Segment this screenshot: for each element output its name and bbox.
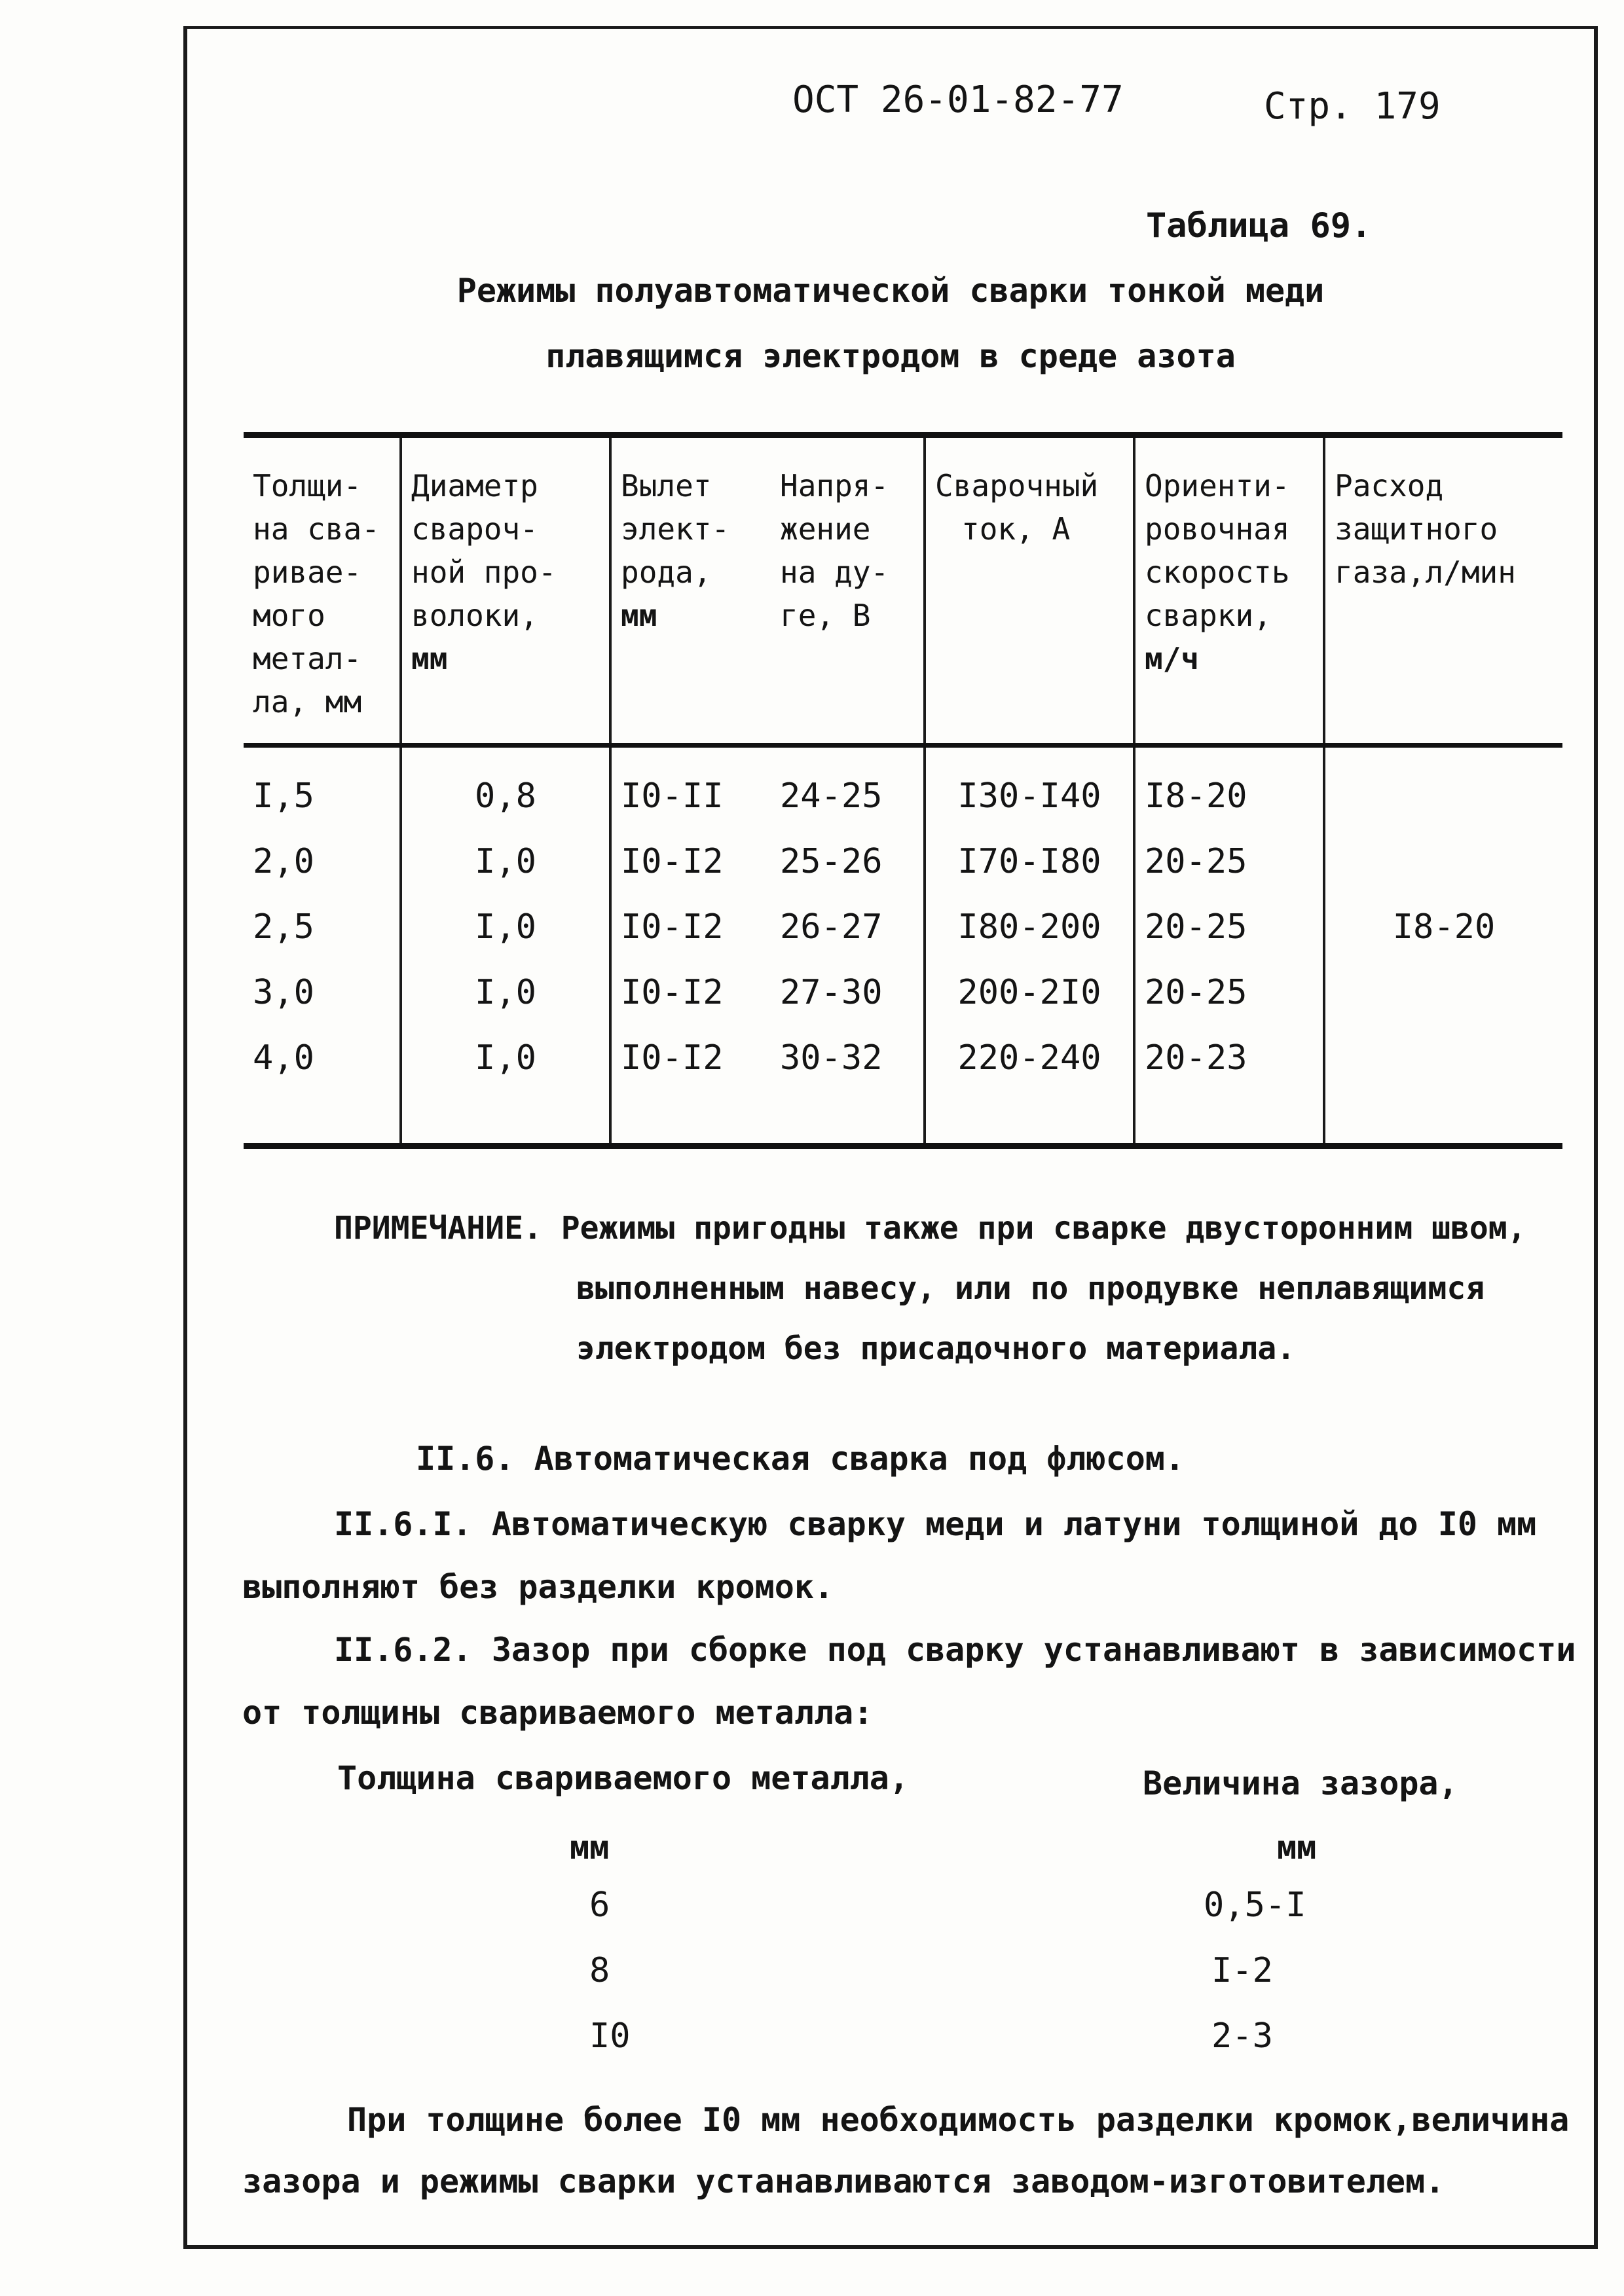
final-note-line1: При толщине более I0 мм необходимость разделки кромок,величина	[347, 2101, 1570, 2139]
cell-wire-diameter: I,0	[401, 1038, 610, 1146]
cell-wire-diameter: I,0	[401, 842, 610, 907]
cell-voltage: 30-32	[771, 1038, 925, 1146]
cell-current: I80-200	[925, 907, 1134, 973]
paragraph-2-line1: II.6.2. Зазор при сборке под сварку устанавливают в зависимости	[334, 1631, 1576, 1669]
cell-voltage: 24-25	[780, 776, 883, 816]
col-current-header: Сварочный ток, А	[925, 435, 1134, 746]
gap-row-value: I-2	[1211, 1951, 1273, 1990]
note-line2: выполненным навесу, или по продувке неплавящимся	[576, 1270, 1485, 1307]
cell-stickout: I0-I2	[610, 907, 771, 973]
cell-gas-flow-spacer	[1324, 746, 1562, 843]
cell-speed: 20-25	[1134, 907, 1324, 973]
cell-thickness: 2,5	[253, 907, 314, 947]
note-line1: ПРИМЕЧАНИЕ. Режимы пригодны также при сварке двусторонним швом,	[334, 1210, 1526, 1247]
table-row	[244, 746, 1562, 843]
section-title: II.6. Автоматическая сварка под флюсом.	[416, 1440, 1185, 1478]
cell-current: I70-I80	[925, 842, 1134, 907]
col-thickness-header: Толщи- на сва- ривае- мого метал- ла, мм	[244, 435, 401, 746]
cell-speed: 20-23	[1134, 1038, 1324, 1146]
cell-wire-diameter: I,0	[401, 907, 610, 973]
cell-speed: I8-20	[1134, 746, 1324, 843]
table-title-line1: Режимы полуавтоматической сварки тонкой меди	[456, 272, 1325, 310]
col-stickout-header: Вылет элект- рода, мм	[610, 435, 771, 746]
cell-speed: 20-25	[1134, 842, 1324, 907]
gap-row-value: 2-3	[1211, 2016, 1273, 2056]
table-row	[244, 973, 1562, 1038]
page-number: Стр. 179	[1264, 85, 1441, 128]
table-row	[244, 907, 1562, 973]
final-note-line2: зазора и режимы сварки устанавливаются заводом-изготовителем.	[242, 2162, 1445, 2200]
cell-speed: 20-25	[1134, 973, 1324, 1038]
cell-voltage: 25-26	[780, 842, 883, 881]
gap-row-value: 0,5-I	[1204, 1886, 1306, 1925]
cell-voltage: 26-27	[780, 907, 883, 947]
gap-unit-thickness: мм	[570, 1829, 610, 1867]
cell-gas-flow-spacer	[1324, 1038, 1562, 1146]
table-row	[244, 1038, 1562, 1146]
cell-current: 220-240	[925, 1038, 1134, 1146]
gap-unit-gap: мм	[1277, 1829, 1317, 1867]
table-row	[244, 842, 1562, 907]
table-header-row	[244, 435, 1562, 746]
cell-stickout: I0-I2	[610, 973, 771, 1038]
gap-row-thickness: 8	[589, 1951, 610, 1990]
cell-wire-diameter: I,0	[401, 973, 610, 1038]
paragraph-2-line2: от толщины свариваемого металла:	[242, 1694, 874, 1732]
table-caption: Таблица 69.	[1146, 206, 1372, 246]
cell-stickout: I0-I2	[610, 842, 771, 907]
note-line3: электродом без присадочного материала.	[576, 1330, 1296, 1367]
col-wire-diameter-header: Диаметр свароч- ной про- волоки, мм	[401, 435, 610, 746]
gap-row-thickness: 6	[589, 1886, 610, 1925]
col-gas-flow-header: Расход защитного газа,л/мин	[1324, 435, 1562, 746]
cell-current: I30-I40	[925, 746, 1134, 843]
paragraph-1-line2: выполняют без разделки кромок.	[242, 1568, 834, 1606]
col-speed-header: Ориенти- ровочная скорость сварки, м/ч	[1134, 435, 1324, 746]
table-title-line2: плавящимся электродом в среде азота	[545, 337, 1236, 375]
cell-current: 200-2I0	[925, 973, 1134, 1038]
cell-thickness: I,5	[253, 776, 314, 816]
standard-number: ОСТ 26-01-82-77	[792, 79, 1124, 121]
cell-gas-flow-spacer	[1324, 842, 1562, 907]
gap-header-thickness: Толщина свариваемого металла,	[337, 1759, 909, 1797]
gap-header-gap: Величина зазора,	[1143, 1764, 1458, 1802]
welding-modes-table	[244, 432, 1562, 1149]
cell-thickness: 2,0	[253, 842, 314, 881]
col-voltage-header: Напря- жение на ду- ге, В	[771, 435, 925, 746]
cell-gas-flow-spacer	[1324, 973, 1562, 1038]
cell-voltage: 27-30	[780, 973, 883, 1012]
cell-stickout: I0-I2	[610, 1038, 771, 1146]
cell-stickout: I0-II	[610, 746, 771, 843]
gap-row-thickness: I0	[589, 2016, 631, 2056]
cell-gas-flow: I8-20	[1324, 907, 1562, 973]
cell-thickness: 4,0	[244, 1038, 401, 1146]
paragraph-1-line1: II.6.I. Автоматическую сварку меди и латуни толщиной до I0 мм	[334, 1505, 1537, 1543]
cell-wire-diameter: 0,8	[401, 746, 610, 843]
cell-thickness: 3,0	[253, 973, 314, 1012]
